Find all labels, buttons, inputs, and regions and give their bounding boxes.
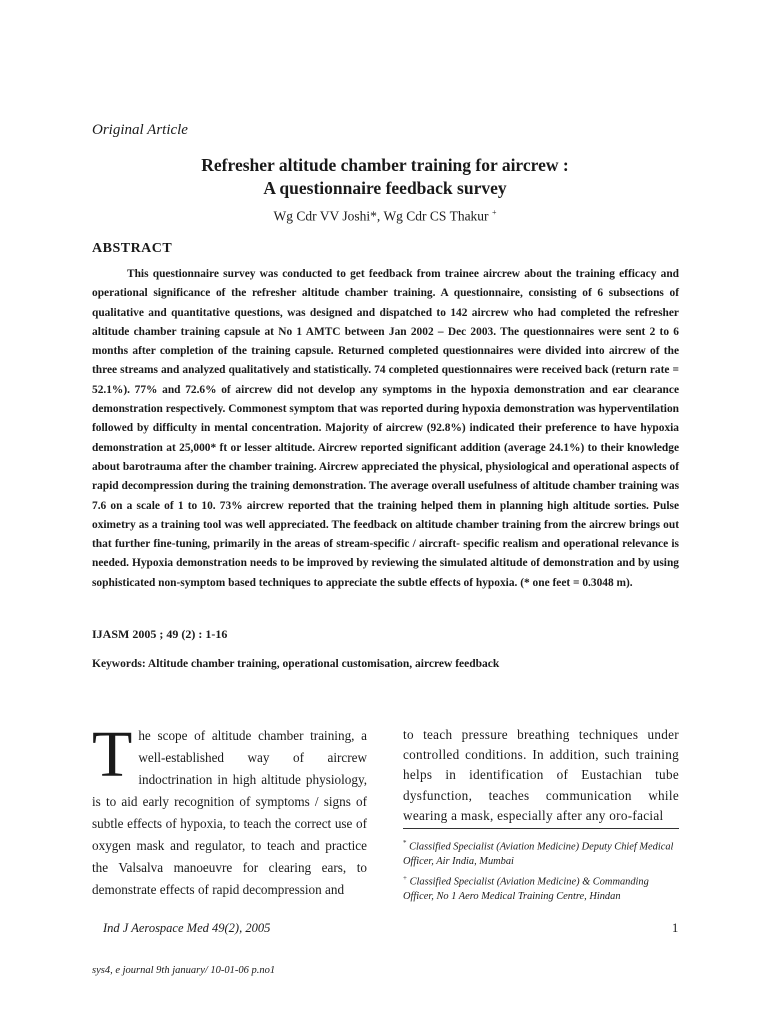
footnote-1: [403, 836, 679, 869]
article-title: [92, 154, 678, 200]
journal-citation: IJASM 2005 ; 49 (2) : 1-16: [92, 627, 228, 641]
article-type-label: Original Article: [92, 122, 188, 138]
body-left-column: [92, 718, 367, 901]
footnote-1-mark: *: [403, 839, 407, 847]
file-note: sys4, e journal 9th january/ 10-01-06 p.no1: [92, 965, 276, 976]
author-2-mark: +: [491, 208, 497, 217]
author-separator: ,: [376, 208, 384, 224]
drop-cap: T: [92, 718, 133, 791]
keywords-line: Keywords: Altitude chamber training, operational customisation, aircrew feedback: [92, 658, 500, 670]
footnote-2-text: Classified Specialist (Aviation Medicine) & Commanding Officer, No 1 Aero Medical Training Centre, Hindan: [403, 876, 649, 903]
title-line-1: Refresher altitude chamber training for aircrew :: [201, 155, 569, 175]
journal-footer: Ind J Aerospace Med 49(2), 2005: [103, 921, 271, 935]
left-column-text: he scope of altitude chamber training, a well-established way of aircrew indoctrination in high altitude physiology, is to aid early recognition of symptoms / signs of subtle effects of hypoxia, to teach the correct use of oxygen mask and regulator, to teach and practice the Valsalva manoeuvre for clearing ears, to demonstrate effects of rapid decompression and: [92, 728, 367, 897]
footnote-divider: [403, 828, 679, 829]
author-list: [92, 208, 678, 225]
body-right-column: to teach pressure breathing techniques under controlled conditions. In addition, such training helps in identification of Eustachian tube dysfunction, teaches communication while wearing a mask, especially after any oro-facial: [403, 727, 679, 823]
author-1: Wg Cdr VV Joshi*: [273, 208, 377, 224]
abstract-heading: ABSTRACT: [92, 241, 173, 256]
footnote-2: [403, 871, 679, 904]
footnote-2-mark: +: [403, 874, 407, 882]
abstract-text: This questionnaire survey was conducted to get feedback from trainee aircrew about the training efficacy and operational significance of the refresher altitude chamber training. A questionnaire, consisting of 6 subsections of qualitative and quantitative questions, was designed and dispatched to 142 aircrew who had completed the refresher altitude chamber training capsule at No 1 AMTC between Jan 2002 – Dec 2003. The questionnaires were sent 2 to 6 months after completion of the training capsule. Returned completed questionnaires were divided into aircrew of the three streams and analyzed qualitatively and statistically. 74 completed questionnaires were received back (return rate = 52.1%). 77% and 72.6% of aircrew did not develop any symptoms in the hypoxia demonstration and ear clearance demonstration respectively. Commonest symptom that was reported during hypoxia demonstration was hyperventilation followed by difficulty in mental concentration. Majority of aircrew (92.8%) indicated their preference to have hypoxia demonstration at 25,000* ft or lesser altitude. Aircrew reported significant addition (average 24.1%) to their knowledge about barotrauma after the chamber training. Aircrew appreciated the physical, physiological and operational aspects of rapid decompression during the training demonstration. The average overall usefulness of altitude chamber training was 7.6 on a scale of 1 to 10. 73% aircrew reported that the training helped them in planning high altitude sorties. Pulse oximetry as a training tool was well appreciated. The feedback on altitude chamber training from the aircrew brings out that further fine-tuning, primarily in the areas of stream-specific / aircraft- specific realism and operational relevance is needed. Hypoxia demonstration needs to be improved by reviewing the simulated altitude of demonstration and by using sophisticated non-symptom based techniques to appreciate the subtle effects of hypoxia. (* one feet = 0.3048 m).: [92, 268, 679, 589]
footnote-1-text: Classified Specialist (Aviation Medicine) Deputy Chief Medical Officer, Air India, Mumbai: [403, 841, 674, 868]
page-number: 1: [672, 921, 679, 935]
author-2: Wg Cdr CS Thakur: [383, 208, 489, 224]
title-line-2: A questionnaire feedback survey: [263, 178, 507, 198]
